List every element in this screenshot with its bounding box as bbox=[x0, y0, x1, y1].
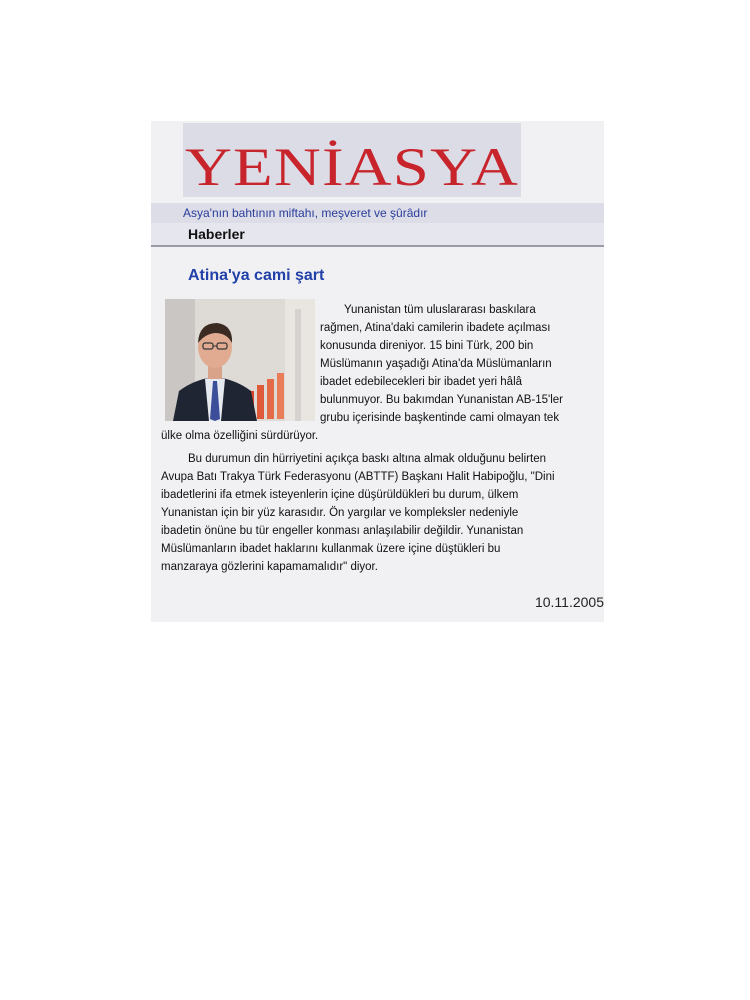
body-line: Bu durumun din hürriyetini açıkça baskı altına almak olduğunu belirten bbox=[188, 453, 546, 465]
body-line: ibadetlerini ifa etmek isteyenlerin içine düşürüldükleri bu durum, ülkem bbox=[161, 489, 519, 501]
slogan-bar bbox=[151, 203, 604, 223]
article-headline: Atina'ya cami şart bbox=[188, 267, 325, 284]
article-date: 10.11.2005 bbox=[534, 594, 604, 610]
portrait-photo-icon bbox=[165, 299, 315, 421]
body-line: Yunanistan tüm uluslararası baskılara bbox=[344, 304, 536, 316]
body-line: grubu içerisinde başkentinde cami olmayan tek bbox=[320, 412, 560, 424]
body-line: rağmen, Atina'daki camilerin ibadete açılması bbox=[320, 322, 551, 334]
body-line: Yunanistan için bir yüz karasıdır. Ön yargılar ve kompleksler nedeniyle bbox=[161, 507, 519, 519]
body-line: manzaraya gözlerini kapamamalıdır" diyor. bbox=[161, 561, 378, 573]
newspaper-clipping bbox=[151, 121, 604, 622]
body-line: Müslümanın yaşadığı Atina'da Müslümanların bbox=[320, 358, 552, 370]
body-line: ibadet edebilecekleri bir ibadet yeri hâlâ bbox=[320, 376, 523, 388]
body-line: ibadetin önüne bu tür engeller konması anlaşılabilir değildir. Yunanistan bbox=[161, 525, 524, 537]
body-line: Avupa Batı Trakya Türk Federasyonu (ABTTF) Başkanı Halit Habipoğlu, "Dini bbox=[161, 471, 555, 483]
body-line: bulunmuyor. Bu bakımdan Yunanistan AB-15'ler bbox=[320, 394, 564, 406]
slogan: Asya'nın bahtının miftahı, meşveret ve şûrâdır bbox=[183, 206, 428, 220]
newspaper-logo bbox=[183, 127, 521, 197]
section-label: Haberler bbox=[188, 226, 245, 242]
svg-text:YENİASYA: YENİASYA bbox=[185, 137, 519, 197]
section-bar bbox=[151, 223, 604, 247]
masthead bbox=[183, 123, 521, 197]
portrait-photo bbox=[165, 299, 315, 421]
body-line: ülke olma özelliğini sürdürüyor. bbox=[161, 430, 319, 442]
body-line: Müslümanların ibadet haklarını kullanmak üzere içine düştükleri bu bbox=[161, 543, 501, 555]
body-line: konusunda direniyor. 15 bini Türk, 200 bin bbox=[320, 340, 534, 352]
